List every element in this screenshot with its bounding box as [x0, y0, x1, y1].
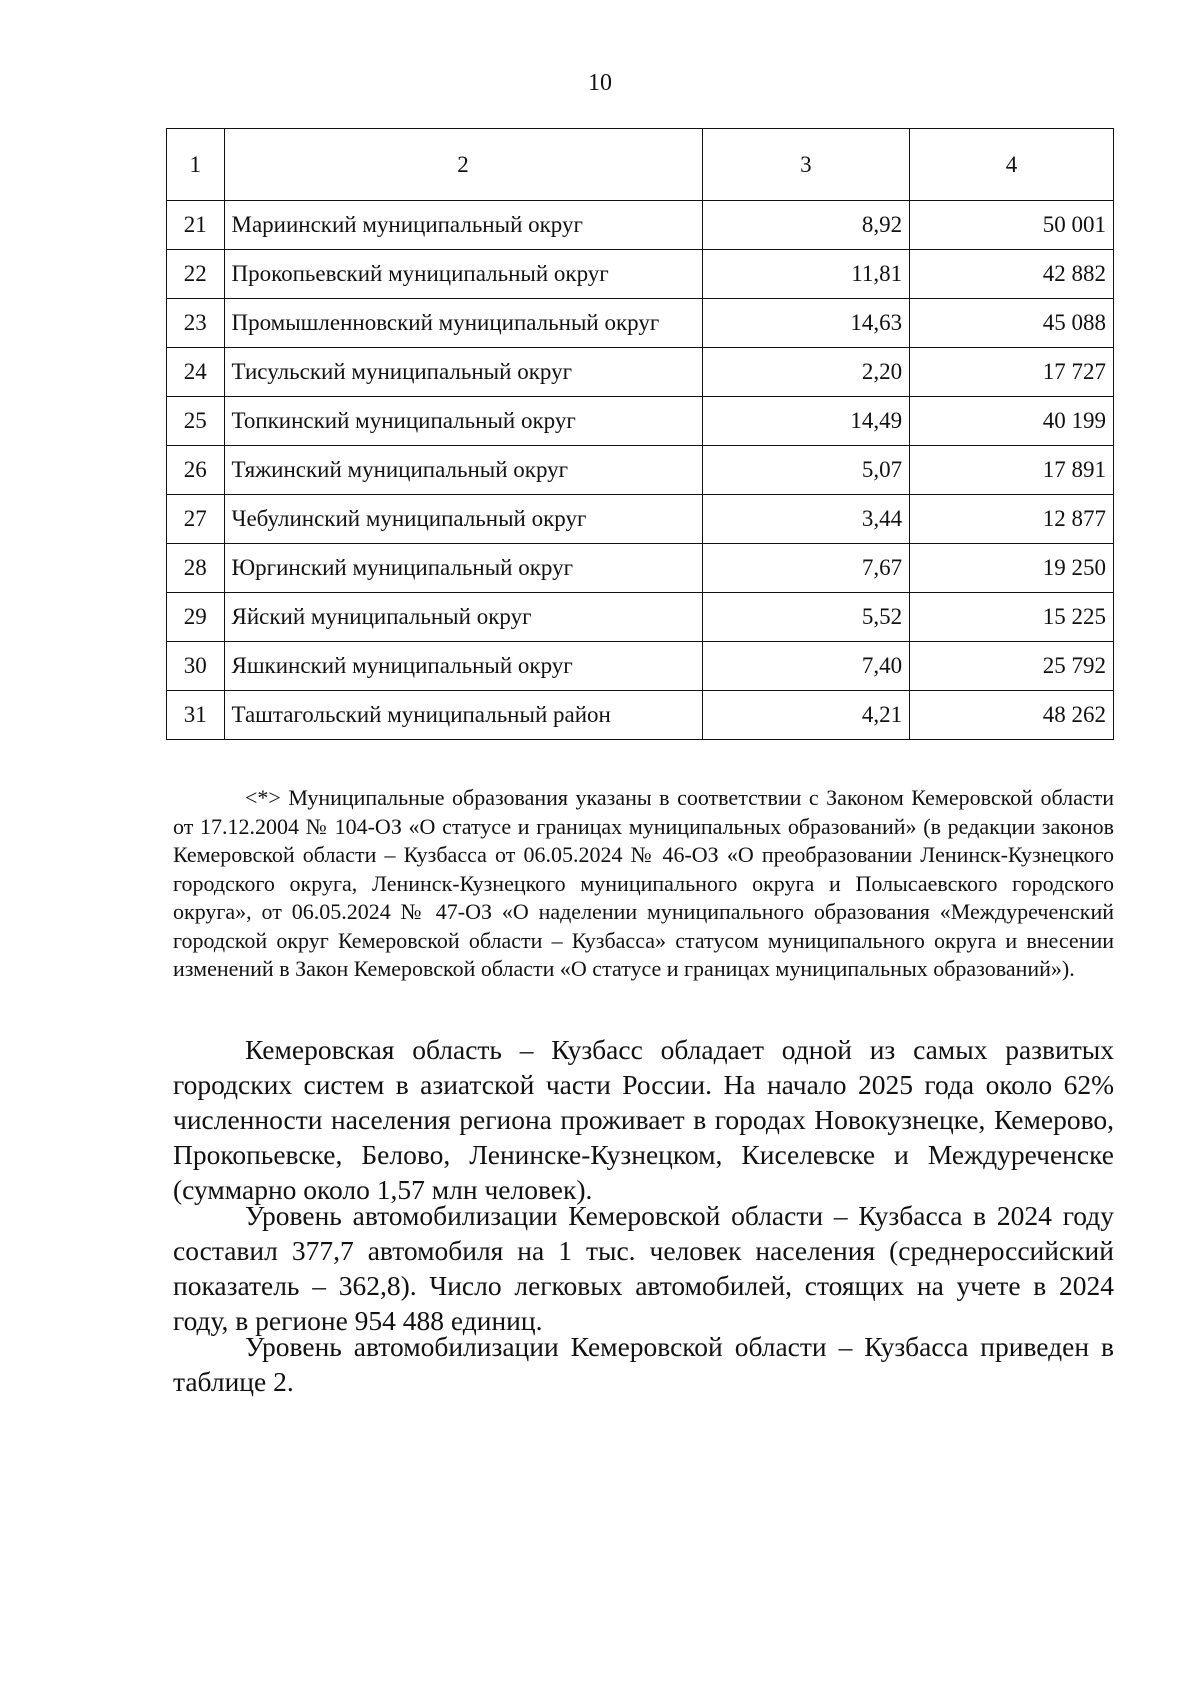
body-paragraph: Уровень автомобилизации Кемеровской области – Кузбасса приведен в таблице 2. [173, 1331, 1114, 1397]
col4-value: 25 792 [910, 642, 1114, 691]
col4-value: 50 001 [910, 201, 1114, 250]
row-number: 31 [167, 691, 225, 740]
body-paragraph: Кемеровская область – Кузбасс обладает одной из самых развитых городских систем в азиатской части России. На начало 2025 года около 62% численности населения региона проживает в городах Новокузнецке, Кемерово, Прокопьевске, Белово, Ленинске-Кузнецком, Киселевске и Междуреченске (суммарно около 1,57 млн человек). [173, 1034, 1114, 1205]
table-row [167, 495, 1114, 544]
table-header-row [167, 129, 1114, 201]
header-col-1: 1 [167, 129, 225, 201]
col4-value: 17 891 [910, 446, 1114, 495]
municipality-name: Таштагольский муниципальный район [224, 691, 702, 740]
col4-value: 45 088 [910, 299, 1114, 348]
table-row [167, 299, 1114, 348]
municipality-name: Яйский муниципальный округ [224, 593, 702, 642]
table-row [167, 397, 1114, 446]
header-col-2: 2 [224, 129, 702, 201]
col4-value: 42 882 [910, 250, 1114, 299]
col4-value: 15 225 [910, 593, 1114, 642]
row-number: 27 [167, 495, 225, 544]
header-col-3: 3 [702, 129, 909, 201]
row-number: 28 [167, 544, 225, 593]
municipality-name: Чебулинский муниципальный округ [224, 495, 702, 544]
col3-value: 3,44 [702, 495, 909, 544]
table-row [167, 544, 1114, 593]
col3-value: 8,92 [702, 201, 909, 250]
page-number: 10 [588, 70, 612, 96]
municipality-name: Прокопьевский муниципальный округ [224, 250, 702, 299]
col3-value: 14,49 [702, 397, 909, 446]
row-number: 26 [167, 446, 225, 495]
col3-value: 5,07 [702, 446, 909, 495]
municipality-name: Тяжинский муниципальный округ [224, 446, 702, 495]
col4-value: 48 262 [910, 691, 1114, 740]
row-number: 21 [167, 201, 225, 250]
col3-value: 2,20 [702, 348, 909, 397]
municipalities-table [166, 128, 1114, 740]
table-row [167, 642, 1114, 691]
row-number: 25 [167, 397, 225, 446]
col4-value: 17 727 [910, 348, 1114, 397]
col3-value: 11,81 [702, 250, 909, 299]
table-row [167, 201, 1114, 250]
col3-value: 5,52 [702, 593, 909, 642]
municipality-name: Юргинский муниципальный округ [224, 544, 702, 593]
table-row [167, 348, 1114, 397]
municipality-name: Мариинский муниципальный округ [224, 201, 702, 250]
table-footnote: <*> Муниципальные образования указаны в соответствии с Законом Кемеровской области от 17.12.2004 № 104-ОЗ «О статусе и границах муниципальных образований» (в редакции законов Кемеровской области – Кузбасса от 06.05.2024 № 46-ОЗ «О преобразовании Ленинск-Кузнецкого городского округа, Ленинск-Кузнецкого муниципального округа и Полысаевского городского округа», от 06.05.2024 № 47-ОЗ «О наделении муниципального образования «Междуреченский городской округ Кемеровской области – Кузбасса» статусом муниципального округа и внесении изменений в Закон Кемеровской области «О статусе и границах муниципальных образований»). [173, 785, 1114, 981]
col3-value: 4,21 [702, 691, 909, 740]
municipality-name: Промышленновский муниципальный округ [224, 299, 702, 348]
row-number: 23 [167, 299, 225, 348]
municipality-name: Топкинский муниципальный округ [224, 397, 702, 446]
header-col-4: 4 [910, 129, 1114, 201]
row-number: 29 [167, 593, 225, 642]
table-row [167, 691, 1114, 740]
row-number: 22 [167, 250, 225, 299]
col4-value: 40 199 [910, 397, 1114, 446]
col3-value: 7,67 [702, 544, 909, 593]
row-number: 24 [167, 348, 225, 397]
municipality-name: Яшкинский муниципальный округ [224, 642, 702, 691]
table-row [167, 446, 1114, 495]
table-row [167, 250, 1114, 299]
col4-value: 19 250 [910, 544, 1114, 593]
col3-value: 7,40 [702, 642, 909, 691]
municipality-name: Тисульский муниципальный округ [224, 348, 702, 397]
col4-value: 12 877 [910, 495, 1114, 544]
col3-value: 14,63 [702, 299, 909, 348]
table-row [167, 593, 1114, 642]
body-paragraph: Уровень автомобилизации Кемеровской области – Кузбасса в 2024 году составил 377,7 автомобиля на 1 тыс. человек населения (среднероссийский показатель – 362,8). Число легковых автомобилей, стоящих на учете в 2024 году, в регионе 954 488 единиц. [173, 1200, 1114, 1336]
row-number: 30 [167, 642, 225, 691]
